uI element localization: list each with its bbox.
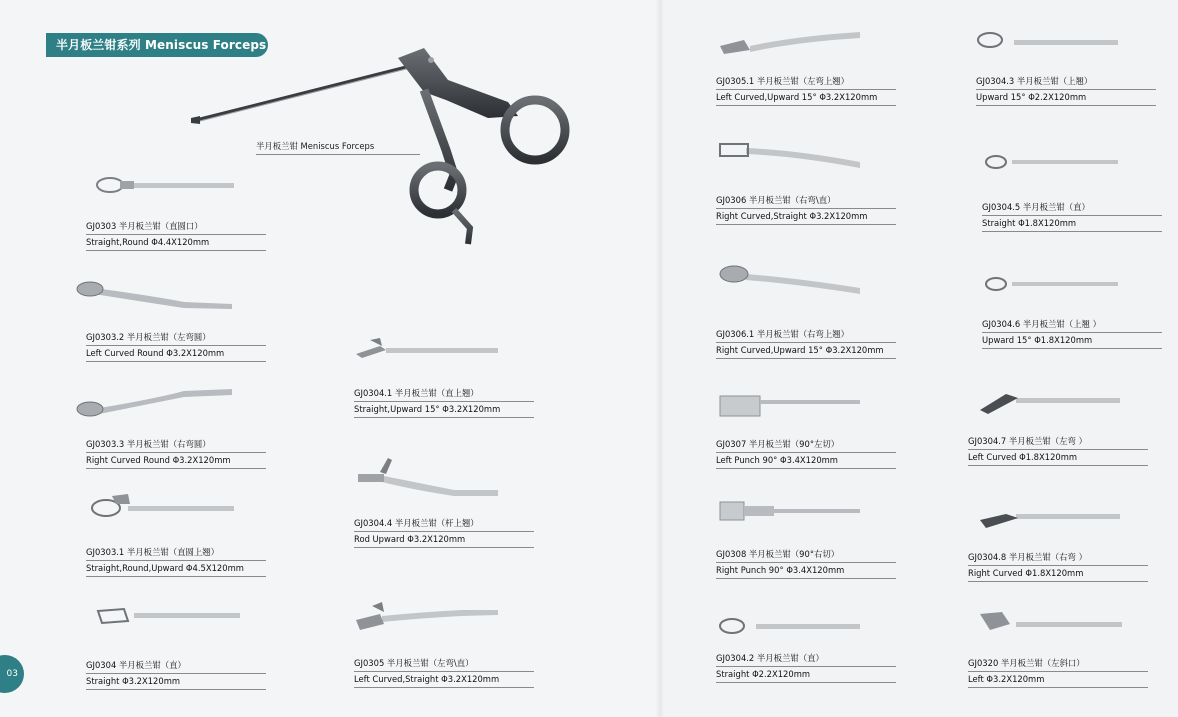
product-caption (982, 317, 1162, 349)
product-caption (716, 74, 896, 106)
product-spec: Straight Φ1.8X120mm (982, 216, 1162, 232)
product-caption (716, 547, 896, 579)
product-caption (86, 658, 266, 690)
product-code: GJ0304.8 半月板兰钳（右弯 ） (968, 550, 1148, 566)
product-spec: Straight,Round Φ4.4X120mm (86, 235, 266, 251)
product-spec: Rod Upward Φ3.2X120mm (354, 532, 534, 548)
instrument-image (716, 132, 866, 170)
product-code: GJ0303.2 半月板兰钳（左弯圆） (86, 330, 266, 346)
product-code: GJ0304.3 半月板兰钳（上翘） (976, 74, 1156, 90)
product-code: GJ0304 半月板兰钳（直） (86, 658, 266, 674)
product-code: GJ0307 半月板兰钳（90°左切） (716, 437, 896, 453)
product-spec: Right Curved,Upward 15° Φ3.2X120mm (716, 343, 896, 359)
product-caption (716, 327, 896, 359)
product-code: GJ0305.1 半月板兰钳（左弯上翘） (716, 74, 896, 90)
product-spec: Right Curved Round Φ3.2X120mm (86, 453, 266, 469)
product-spec: Right Curved Φ1.8X120mm (968, 566, 1148, 582)
page-fold (656, 0, 664, 717)
product-spec: Left Punch 90° Φ3.4X120mm (716, 453, 896, 469)
instrument-image (716, 494, 866, 528)
instrument-image (976, 384, 1126, 418)
page-number: 03 (0, 655, 24, 693)
product-spec: Straight,Round,Upward Φ4.5X120mm (86, 561, 266, 577)
product-code: GJ0304.2 半月板兰钳（直） (716, 651, 896, 667)
product-caption (716, 651, 896, 683)
product-caption (86, 437, 266, 469)
product-code: GJ0304.1 半月板兰钳（直上翘） (354, 386, 534, 402)
product-spec: Left Φ3.2X120mm (968, 672, 1148, 688)
product-spec: Straight Φ2.2X120mm (716, 667, 896, 683)
instrument-image (74, 383, 234, 423)
product-spec: Left Curved Φ1.8X120mm (968, 450, 1148, 466)
product-caption (354, 516, 534, 548)
product-caption (976, 74, 1156, 106)
product-caption (86, 330, 266, 362)
instrument-image (94, 603, 244, 629)
product-code: GJ0303 半月板兰钳（直圆口） (86, 219, 266, 235)
instrument-image (716, 258, 866, 298)
instrument-image (974, 28, 1124, 54)
product-code: GJ0304.4 半月板兰钳（杆上翘） (354, 516, 534, 532)
instrument-image (74, 274, 234, 314)
product-spec: Straight Φ3.2X120mm (86, 674, 266, 690)
instrument-image (352, 600, 502, 634)
product-caption (982, 200, 1162, 232)
product-caption (968, 656, 1148, 688)
product-code: GJ0308 半月板兰钳（90°右切） (716, 547, 896, 563)
product-code: GJ0304.5 半月板兰钳（直） (982, 200, 1162, 216)
instrument-image (352, 334, 502, 364)
product-spec: Straight,Upward 15° Φ3.2X120mm (354, 402, 534, 418)
product-spec: Upward 15° Φ2.2X120mm (976, 90, 1156, 106)
product-spec: Left Curved,Straight Φ3.2X120mm (354, 672, 534, 688)
product-spec: Left Curved Round Φ3.2X120mm (86, 346, 266, 362)
product-caption (968, 550, 1148, 582)
instrument-image (982, 270, 1122, 298)
product-code: GJ0303.1 半月板兰钳（直圆上翘） (86, 545, 266, 561)
product-caption (86, 219, 266, 251)
instrument-image (716, 24, 866, 58)
product-spec: Left Curved,Upward 15° Φ3.2X120mm (716, 90, 896, 106)
product-caption (968, 434, 1148, 466)
product-caption (354, 386, 534, 418)
instrument-image (982, 148, 1122, 176)
instrument-image (88, 490, 238, 524)
product-caption (716, 193, 896, 225)
product-code: GJ0306 半月板兰钳（右弯\直） (716, 193, 896, 209)
product-caption (716, 437, 896, 469)
section-title: 半月板兰钳系列 Meniscus Forceps (46, 33, 268, 57)
product-code: GJ0305 半月板兰钳（左弯\直） (354, 656, 534, 672)
instrument-image (976, 608, 1126, 642)
product-spec: Right Punch 90° Φ3.4X120mm (716, 563, 896, 579)
instrument-image (976, 500, 1126, 534)
product-spec: Right Curved,Straight Φ3.2X120mm (716, 209, 896, 225)
instrument-image (90, 170, 240, 200)
instrument-image (716, 612, 866, 640)
hero-caption: 半月板兰钳 Meniscus Forceps (256, 140, 420, 155)
product-code: GJ0320 半月板兰钳（左斜口） (968, 656, 1148, 672)
instrument-image (716, 388, 866, 422)
instrument-image (354, 456, 504, 500)
product-code: GJ0306.1 半月板兰钳（右弯上翘） (716, 327, 896, 343)
product-code: GJ0304.6 半月板兰钳（上翘 ） (982, 317, 1162, 333)
product-spec: Upward 15° Φ1.8X120mm (982, 333, 1162, 349)
product-caption (86, 545, 266, 577)
product-caption (354, 656, 534, 688)
product-code: GJ0303.3 半月板兰钳（右弯圆） (86, 437, 266, 453)
product-code: GJ0304.7 半月板兰钳（左弯 ） (968, 434, 1148, 450)
